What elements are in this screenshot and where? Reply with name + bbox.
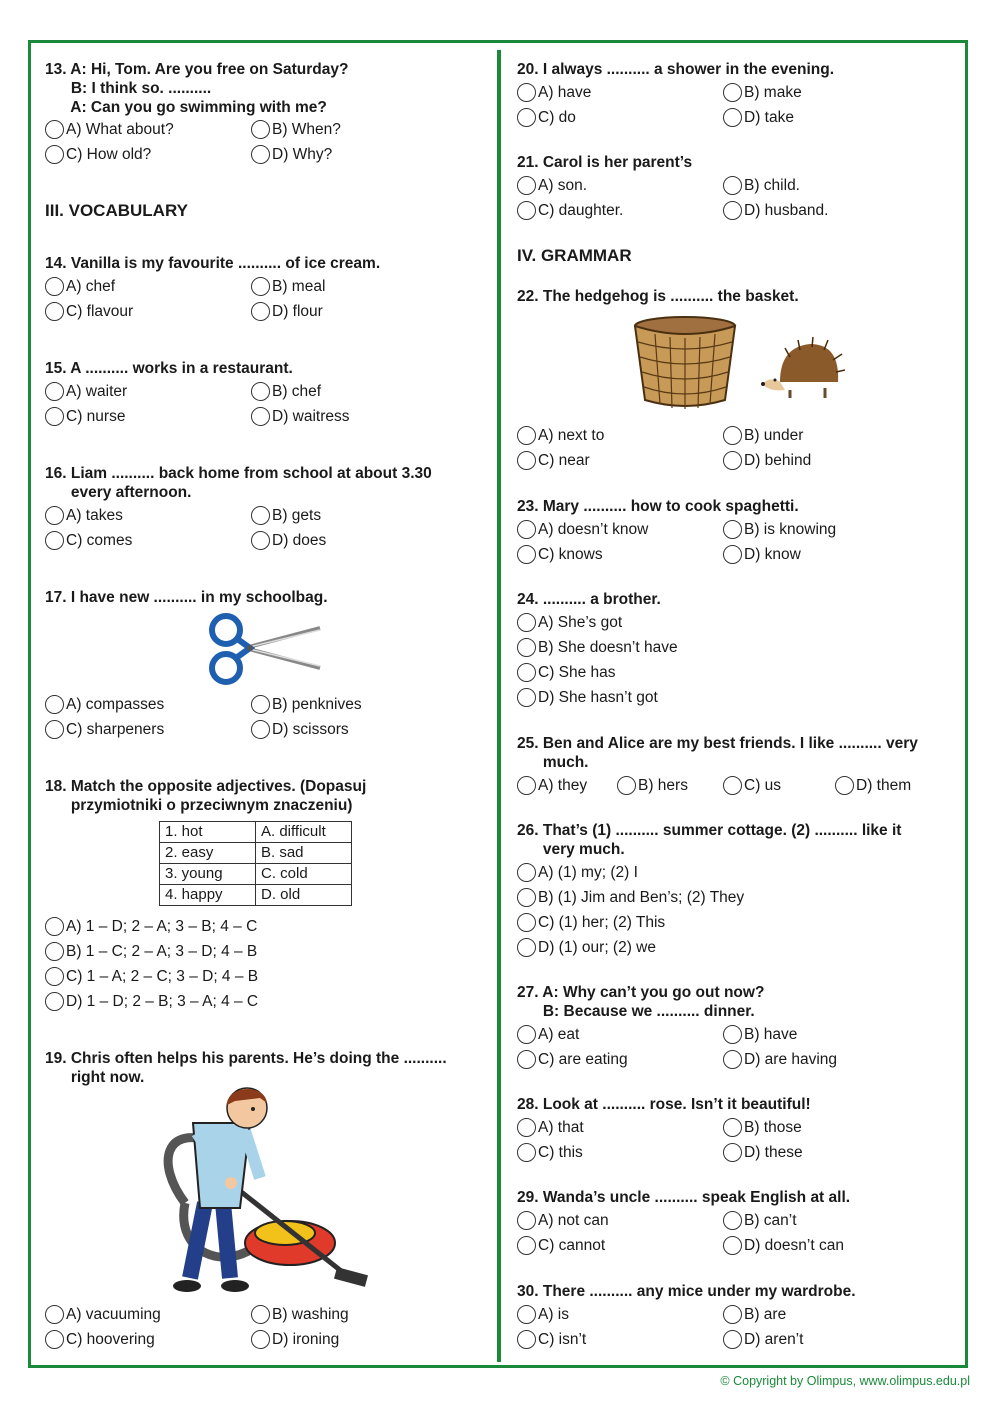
radio-icon[interactable] xyxy=(723,83,742,102)
radio-icon[interactable] xyxy=(723,545,742,564)
radio-icon[interactable] xyxy=(517,83,536,102)
radio-icon[interactable] xyxy=(517,201,536,220)
question-13-line-1: 13. A: Hi, Tom. Are you free on Saturday? xyxy=(45,61,349,78)
q13-option-d[interactable]: D) Why? xyxy=(251,145,332,164)
radio-icon[interactable] xyxy=(723,1305,742,1324)
q27-option-b[interactable]: B) have xyxy=(723,1025,797,1044)
q13-option-b[interactable]: B) When? xyxy=(251,120,341,139)
radio-icon[interactable] xyxy=(517,1305,536,1324)
q19-option-b[interactable]: B) washing xyxy=(251,1305,349,1324)
question-18: 18. Match the opposite adjectives. (Dopasuj przymiotniki o przeciwnym znaczeniu) xyxy=(45,778,367,814)
question-21: 21. Carol is her parent’s xyxy=(517,154,693,171)
q20-option-a[interactable]: A) have xyxy=(517,83,591,102)
q21-option-c[interactable]: C) daughter. xyxy=(517,201,623,220)
radio-icon[interactable] xyxy=(45,506,64,525)
question-15: 15. A .......... works in a restaurant. xyxy=(45,360,293,377)
radio-icon[interactable] xyxy=(723,520,742,539)
q28-option-d[interactable]: D) these xyxy=(723,1143,803,1162)
radio-icon[interactable] xyxy=(723,1330,742,1349)
radio-icon[interactable] xyxy=(517,1236,536,1255)
radio-icon[interactable] xyxy=(723,201,742,220)
radio-icon[interactable] xyxy=(723,1025,742,1044)
question-20: 20. I always .......... a shower in the evening. xyxy=(517,61,835,78)
q26-option-a[interactable]: A) (1) my; (2) I xyxy=(517,863,638,882)
radio-icon[interactable] xyxy=(517,108,536,127)
radio-icon[interactable] xyxy=(723,1118,742,1137)
q16-option-c[interactable]: C) comes xyxy=(45,531,132,550)
q15-option-d[interactable]: D) waitress xyxy=(251,407,350,426)
q21-option-b[interactable]: B) child. xyxy=(723,176,800,195)
radio-icon[interactable] xyxy=(517,1025,536,1044)
radio-icon[interactable] xyxy=(251,302,270,321)
radio-icon[interactable] xyxy=(45,145,64,164)
radio-icon[interactable] xyxy=(251,531,270,550)
q27-option-d[interactable]: D) are having xyxy=(723,1050,837,1069)
table-row: 1. hot A. difficult xyxy=(160,822,352,843)
q23-option-c[interactable]: C) knows xyxy=(517,545,603,564)
radio-icon[interactable] xyxy=(45,720,64,739)
question-13-line-3: A: Can you go swimming with me? xyxy=(45,99,327,116)
q14-option-b[interactable]: B) meal xyxy=(251,277,325,296)
q24-option-a[interactable]: A) She’s got xyxy=(517,613,622,632)
radio-icon[interactable] xyxy=(45,695,64,714)
radio-icon[interactable] xyxy=(617,776,636,795)
q23-option-d[interactable]: D) know xyxy=(723,545,801,564)
q25-option-b[interactable]: B) hers xyxy=(617,776,688,795)
question-30: 30. There .......... any mice under my wardrobe. xyxy=(517,1283,856,1300)
q15-option-b[interactable]: B) chef xyxy=(251,382,321,401)
question-23: 23. Mary .......... how to cook spaghetti. xyxy=(517,498,799,515)
q19-option-a[interactable]: A) vacuuming xyxy=(45,1305,161,1324)
q29-option-a[interactable]: A) not can xyxy=(517,1211,609,1230)
question-13-line-2: B: I think so. .......... xyxy=(45,80,212,97)
q29-option-d[interactable]: D) doesn’t can xyxy=(723,1236,844,1255)
radio-icon[interactable] xyxy=(251,382,270,401)
table-row: 4. happy D. old xyxy=(160,885,352,906)
q30-option-c[interactable]: C) isn’t xyxy=(517,1330,586,1349)
q16-option-d[interactable]: D) does xyxy=(251,531,326,550)
q21-option-d[interactable]: D) husband. xyxy=(723,201,828,220)
radio-icon[interactable] xyxy=(723,108,742,127)
q29-option-c[interactable]: C) cannot xyxy=(517,1236,605,1255)
q24-option-c[interactable]: C) She has xyxy=(517,663,616,682)
scissors-illustration xyxy=(200,610,330,690)
q18-option-b[interactable]: B) 1 – C; 2 – A; 3 – D; 4 – B xyxy=(45,942,257,961)
q25-option-c[interactable]: C) us xyxy=(723,776,781,795)
q28-option-b[interactable]: B) those xyxy=(723,1118,802,1137)
q30-option-a[interactable]: A) is xyxy=(517,1305,569,1324)
q21-option-a[interactable]: A) son. xyxy=(517,176,587,195)
radio-icon[interactable] xyxy=(723,1050,742,1069)
question-29: 29. Wanda’s uncle .......... speak English at all. xyxy=(517,1189,851,1206)
q18-option-c[interactable]: C) 1 – A; 2 – C; 3 – D; 4 – B xyxy=(45,967,258,986)
q14-option-d[interactable]: D) flour xyxy=(251,302,323,321)
q28-option-a[interactable]: A) that xyxy=(517,1118,584,1137)
question-27: 27. A: Why can’t you go out now? B: Because we .......... dinner. xyxy=(517,984,765,1020)
radio-icon[interactable] xyxy=(517,613,536,632)
q24-option-b[interactable]: B) She doesn’t have xyxy=(517,638,678,657)
q15-option-c[interactable]: C) nurse xyxy=(45,407,125,426)
radio-icon[interactable] xyxy=(251,1305,270,1324)
q20-option-b[interactable]: B) make xyxy=(723,83,802,102)
radio-icon[interactable] xyxy=(517,451,536,470)
question-14: 14. Vanilla is my favourite .......... of ice cream. xyxy=(45,255,381,272)
radio-icon[interactable] xyxy=(723,426,742,445)
radio-icon[interactable] xyxy=(723,776,742,795)
radio-icon[interactable] xyxy=(45,120,64,139)
q26-option-c[interactable]: C) (1) her; (2) This xyxy=(517,913,665,932)
radio-icon[interactable] xyxy=(251,407,270,426)
radio-icon[interactable] xyxy=(517,888,536,907)
q17-option-a[interactable]: A) compasses xyxy=(45,695,164,714)
radio-icon[interactable] xyxy=(517,1050,536,1069)
radio-icon[interactable] xyxy=(45,382,64,401)
radio-icon[interactable] xyxy=(835,776,854,795)
q23-option-a[interactable]: A) doesn’t know xyxy=(517,520,648,539)
q28-option-c[interactable]: C) this xyxy=(517,1143,583,1162)
q18-option-a[interactable]: A) 1 – D; 2 – A; 3 – B; 4 – C xyxy=(45,917,257,936)
q26-option-d[interactable]: D) (1) our; (2) we xyxy=(517,938,656,957)
q22-option-c[interactable]: C) near xyxy=(517,451,590,470)
question-28: 28. Look at .......... rose. Isn’t it beautiful! xyxy=(517,1096,811,1113)
radio-icon[interactable] xyxy=(251,145,270,164)
radio-icon[interactable] xyxy=(723,1143,742,1162)
boy-vacuuming-illustration xyxy=(155,1083,375,1298)
radio-icon[interactable] xyxy=(251,506,270,525)
q17-option-c[interactable]: C) sharpeners xyxy=(45,720,164,739)
radio-icon[interactable] xyxy=(251,1330,270,1349)
q27-option-c[interactable]: C) are eating xyxy=(517,1050,628,1069)
q17-option-d[interactable]: D) scissors xyxy=(251,720,349,739)
radio-icon[interactable] xyxy=(517,1118,536,1137)
q30-option-d[interactable]: D) aren’t xyxy=(723,1330,803,1349)
radio-icon[interactable] xyxy=(517,426,536,445)
radio-icon[interactable] xyxy=(723,176,742,195)
radio-icon[interactable] xyxy=(517,913,536,932)
section-vocabulary: III. VOCABULARY xyxy=(45,201,188,220)
q18-option-d[interactable]: D) 1 – D; 2 – B; 3 – A; 4 – C xyxy=(45,992,258,1011)
q16-option-b[interactable]: B) gets xyxy=(251,506,321,525)
question-19: 19. Chris often helps his parents. He’s doing the .......... right now. xyxy=(45,1050,447,1086)
q20-option-c[interactable]: C) do xyxy=(517,108,576,127)
q23-option-b[interactable]: B) is knowing xyxy=(723,520,836,539)
radio-icon[interactable] xyxy=(45,917,64,936)
q17-option-b[interactable]: B) penknives xyxy=(251,695,362,714)
radio-icon[interactable] xyxy=(517,776,536,795)
radio-icon[interactable] xyxy=(723,1211,742,1230)
question-25: 25. Ben and Alice are my best friends. I like .......... very much. xyxy=(517,735,918,771)
q26-option-b[interactable]: B) (1) Jim and Ben’s; (2) They xyxy=(517,888,744,907)
radio-icon[interactable] xyxy=(45,992,64,1011)
question-16: 16. Liam .......... back home from school at about 3.30 every afternoon. xyxy=(45,465,432,501)
table-row: 3. young C. cold xyxy=(160,864,352,885)
q27-option-a[interactable]: A) eat xyxy=(517,1025,579,1044)
q25-option-a[interactable]: A) they xyxy=(517,776,587,795)
radio-icon[interactable] xyxy=(251,720,270,739)
q20-option-d[interactable]: D) take xyxy=(723,108,794,127)
question-26: 26. That’s (1) .......... summer cottage. (2) .......... like it very much. xyxy=(517,822,902,858)
column-divider xyxy=(497,50,501,1362)
question-22: 22. The hedgehog is .......... the basket. xyxy=(517,288,799,305)
radio-icon[interactable] xyxy=(517,1143,536,1162)
q19-option-d[interactable]: D) ironing xyxy=(251,1330,339,1349)
radio-icon[interactable] xyxy=(45,531,64,550)
q22-option-a[interactable]: A) next to xyxy=(517,426,604,445)
radio-icon[interactable] xyxy=(45,277,64,296)
radio-icon[interactable] xyxy=(517,176,536,195)
question-17: 17. I have new .......... in my schoolbag. xyxy=(45,589,328,606)
q13-option-c[interactable]: C) How old? xyxy=(45,145,151,164)
q24-option-d[interactable]: D) She hasn’t got xyxy=(517,688,658,707)
radio-icon[interactable] xyxy=(45,302,64,321)
radio-icon[interactable] xyxy=(45,942,64,961)
question-13 xyxy=(45,60,348,117)
q16-option-a[interactable]: A) takes xyxy=(45,506,123,525)
copyright-footer: © Copyright by Olimpus, www.olimpus.edu.pl xyxy=(720,1374,970,1388)
q15-option-a[interactable]: A) waiter xyxy=(45,382,127,401)
matching-table xyxy=(159,821,352,906)
radio-icon[interactable] xyxy=(251,277,270,296)
q22-option-d[interactable]: D) behind xyxy=(723,451,811,470)
radio-icon[interactable] xyxy=(517,1330,536,1349)
radio-icon[interactable] xyxy=(45,1330,64,1349)
basket-hedgehog-illustration xyxy=(630,312,850,412)
q14-option-c[interactable]: C) flavour xyxy=(45,302,133,321)
radio-icon[interactable] xyxy=(517,545,536,564)
radio-icon[interactable] xyxy=(517,663,536,682)
q25-option-d[interactable]: D) them xyxy=(835,776,911,795)
radio-icon[interactable] xyxy=(517,1211,536,1230)
q14-option-a[interactable]: A) chef xyxy=(45,277,115,296)
radio-icon[interactable] xyxy=(517,863,536,882)
radio-icon[interactable] xyxy=(45,967,64,986)
radio-icon[interactable] xyxy=(517,520,536,539)
radio-icon[interactable] xyxy=(251,120,270,139)
radio-icon[interactable] xyxy=(723,451,742,470)
radio-icon[interactable] xyxy=(723,1236,742,1255)
table-row: 2. easy B. sad xyxy=(160,843,352,864)
q30-option-b[interactable]: B) are xyxy=(723,1305,786,1324)
q29-option-b[interactable]: B) can’t xyxy=(723,1211,797,1230)
section-grammar: IV. GRAMMAR xyxy=(517,246,632,265)
radio-icon[interactable] xyxy=(45,1305,64,1324)
radio-icon[interactable] xyxy=(251,695,270,714)
question-24: 24. .......... a brother. xyxy=(517,591,661,608)
radio-icon[interactable] xyxy=(517,638,536,657)
q13-option-a[interactable]: A) What about? xyxy=(45,120,174,139)
radio-icon[interactable] xyxy=(517,938,536,957)
radio-icon[interactable] xyxy=(517,688,536,707)
q19-option-c[interactable]: C) hoovering xyxy=(45,1330,155,1349)
radio-icon[interactable] xyxy=(45,407,64,426)
q22-option-b[interactable]: B) under xyxy=(723,426,803,445)
